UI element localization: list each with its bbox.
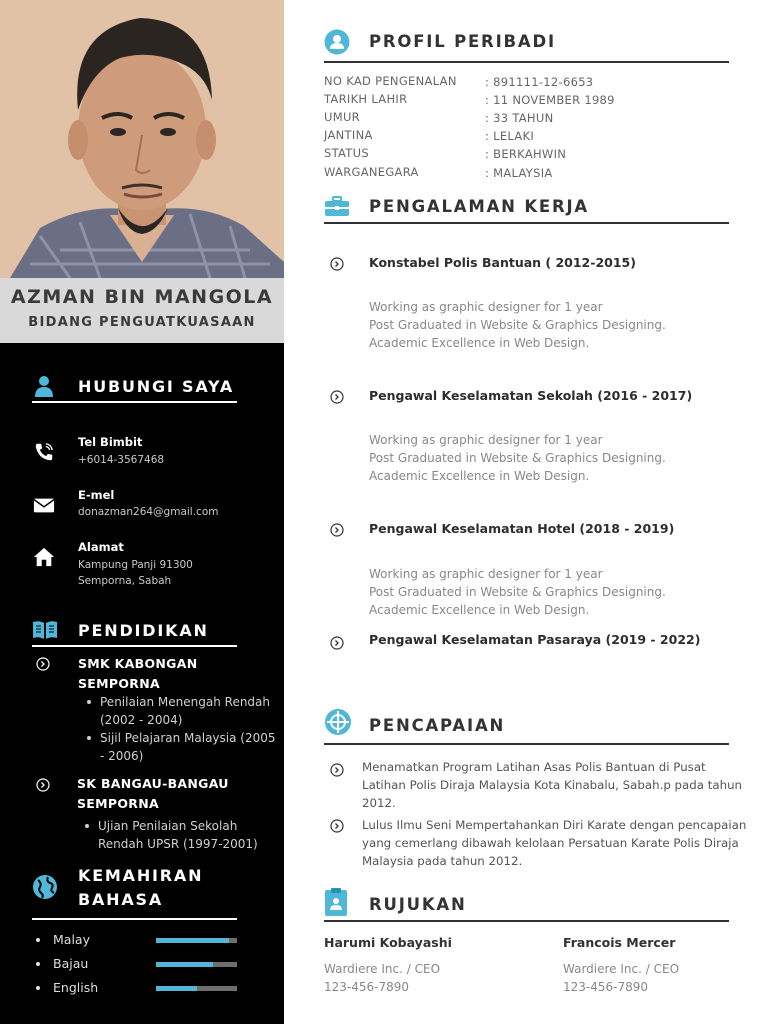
language-level-bar bbox=[156, 986, 237, 991]
circle-chevron-icon bbox=[330, 522, 344, 536]
reference-2-company: Wardiere Inc. / CEO bbox=[563, 962, 680, 976]
language-item bbox=[36, 931, 246, 949]
sidebar bbox=[0, 0, 284, 1024]
clipboard-icon bbox=[324, 887, 348, 917]
achievements-divider bbox=[324, 743, 729, 745]
job-role: BIDANG PENGUATKUASAAN bbox=[28, 315, 256, 330]
circle-chevron-icon bbox=[330, 256, 344, 270]
language-name: Bajau bbox=[53, 956, 89, 971]
languages-divider bbox=[32, 918, 237, 920]
language-item bbox=[36, 955, 246, 973]
mail-icon bbox=[33, 494, 55, 516]
list-item: Ujian Penilaian Sekolah Rendah UPSR (1997-2001) bbox=[82, 817, 278, 853]
job-description-line: Working as graphic designer for 1 year bbox=[369, 300, 603, 314]
achievements-title: PENCAPAIAN bbox=[369, 716, 506, 735]
list-item: Penilaian Menengah Rendah (2002 - 2004) bbox=[84, 693, 280, 729]
circle-chevron-icon bbox=[330, 819, 344, 833]
job-description bbox=[369, 565, 729, 619]
job-title: Pengawal Keselamatan Hotel (2018 - 2019) bbox=[369, 521, 675, 536]
bullet-dot bbox=[36, 962, 40, 966]
list-item: Sijil Pelajaran Malaysia (2005 - 2006) bbox=[84, 729, 280, 765]
profile-value: : 33 TAHUN bbox=[485, 111, 554, 125]
bullet-dot bbox=[36, 938, 40, 942]
reference-2-name: Francois Mercer bbox=[563, 935, 676, 950]
circle-chevron-icon bbox=[330, 389, 344, 403]
book-icon bbox=[32, 618, 58, 642]
address-line2: Semporna, Sabah bbox=[78, 575, 172, 587]
circle-chevron-icon bbox=[330, 635, 344, 649]
profile-title: PROFIL PERIBADI bbox=[369, 32, 556, 51]
job-description-line: Academic Excellence in Web Design. bbox=[369, 336, 590, 350]
language-name: English bbox=[53, 980, 99, 995]
phone-value[interactable]: +6014-3567468 bbox=[78, 454, 165, 466]
profile-value: : MALAYSIA bbox=[485, 166, 553, 180]
profile-label: NO KAD PENGENALAN bbox=[324, 74, 457, 88]
reference-1-name: Harumi Kobayashi bbox=[324, 935, 452, 950]
profile-value: : LELAKI bbox=[485, 129, 535, 143]
job-title: Pengawal Keselamatan Pasaraya (2019 - 2022) bbox=[369, 632, 701, 647]
references-divider bbox=[324, 920, 729, 922]
language-level-fill bbox=[156, 938, 229, 943]
target-icon bbox=[324, 708, 352, 736]
profile-value: : 11 NOVEMBER 1989 bbox=[485, 93, 615, 107]
address-label: Alamat bbox=[78, 540, 124, 554]
education-title: PENDIDIKAN bbox=[78, 621, 209, 640]
school-name-2: SK BANGAU-BANGAU SEMPORNA bbox=[77, 776, 229, 811]
name-banner bbox=[0, 278, 284, 343]
email-label: E-mel bbox=[78, 488, 115, 502]
school-2-list bbox=[82, 817, 278, 853]
language-level-bar bbox=[156, 938, 237, 943]
profile-label: STATUS bbox=[324, 146, 369, 160]
home-icon bbox=[33, 546, 55, 568]
job-description-line: Academic Excellence in Web Design. bbox=[369, 469, 590, 483]
job-description-line: Post Graduated in Website & Graphics Designing. bbox=[369, 318, 666, 332]
profile-label: UMUR bbox=[324, 110, 360, 124]
person-icon bbox=[32, 374, 56, 398]
job-title: Konstabel Polis Bantuan ( 2012-2015) bbox=[369, 255, 636, 270]
school-1-list bbox=[84, 693, 280, 765]
language-item bbox=[36, 979, 246, 997]
job-description-line: Post Graduated in Website & Graphics Designing. bbox=[369, 451, 666, 465]
contact-divider bbox=[32, 401, 237, 403]
job-description-line: Post Graduated in Website & Graphics Designing. bbox=[369, 585, 666, 599]
job-description bbox=[369, 431, 729, 485]
circle-chevron-icon bbox=[330, 763, 344, 777]
reference-1-company: Wardiere Inc. / CEO bbox=[324, 962, 441, 976]
globe-icon bbox=[32, 874, 58, 900]
address-line1: Kampung Panji 91300 bbox=[78, 559, 193, 571]
circle-chevron-icon bbox=[36, 657, 50, 671]
phone-label: Tel Bimbit bbox=[78, 435, 143, 449]
achievement-2: Lulus Ilmu Seni Mempertahankan Diri Karate dengan pencapaian yang cemerlang dibawah kelolaan Persatuan Karate Polis Diraja Malaysia pada tahun 2012. bbox=[362, 818, 747, 868]
job-description-line: Working as graphic designer for 1 year bbox=[369, 433, 603, 447]
profile-divider bbox=[324, 61, 729, 63]
profile-value: : BERKAHWIN bbox=[485, 147, 567, 161]
person-circle-icon bbox=[324, 29, 350, 55]
achievement-1: Menamatkan Program Latihan Asas Polis Bantuan di Pusat Latihan Polis Diraja Malaysia Kota Kinabalu, Sabah.p pada tahun 2012. bbox=[362, 760, 743, 810]
bullet-dot bbox=[36, 986, 40, 990]
experience-divider bbox=[324, 222, 729, 224]
languages-title: KEMAHIRAN BAHASA bbox=[78, 866, 204, 909]
experience-title: PENGALAMAN KERJA bbox=[369, 197, 589, 216]
circle-chevron-icon bbox=[36, 778, 50, 792]
briefcase-icon bbox=[324, 194, 350, 220]
language-level-fill bbox=[156, 986, 197, 991]
profile-label: WARGANEGARA bbox=[324, 165, 419, 179]
references-title: RUJUKAN bbox=[369, 895, 467, 914]
language-level-fill bbox=[156, 962, 213, 967]
contact-title: HUBUNGI SAYA bbox=[78, 377, 235, 396]
education-divider bbox=[32, 645, 237, 647]
profile-photo bbox=[0, 0, 284, 278]
reference-1-phone[interactable]: 123-456-7890 bbox=[324, 980, 410, 994]
full-name: AZMAN BIN MANGOLA bbox=[10, 286, 274, 308]
job-title: Pengawal Keselamatan Sekolah (2016 - 2017) bbox=[369, 388, 693, 403]
email-value[interactable]: donazman264@gmail.com bbox=[78, 506, 219, 518]
job-description-line: Working as graphic designer for 1 year bbox=[369, 567, 603, 581]
school-name-1: SMK KABONGAN SEMPORNA bbox=[78, 656, 198, 691]
language-name: Malay bbox=[53, 932, 90, 947]
phone-icon bbox=[33, 441, 55, 463]
profile-value: : 891111-12-6653 bbox=[485, 75, 594, 89]
language-level-bar bbox=[156, 962, 237, 967]
job-description-line: Academic Excellence in Web Design. bbox=[369, 603, 590, 617]
profile-label: JANTINA bbox=[324, 128, 373, 142]
profile-label: TARIKH LAHIR bbox=[324, 92, 408, 106]
job-description bbox=[369, 298, 729, 352]
reference-2-phone[interactable]: 123-456-7890 bbox=[563, 980, 649, 994]
